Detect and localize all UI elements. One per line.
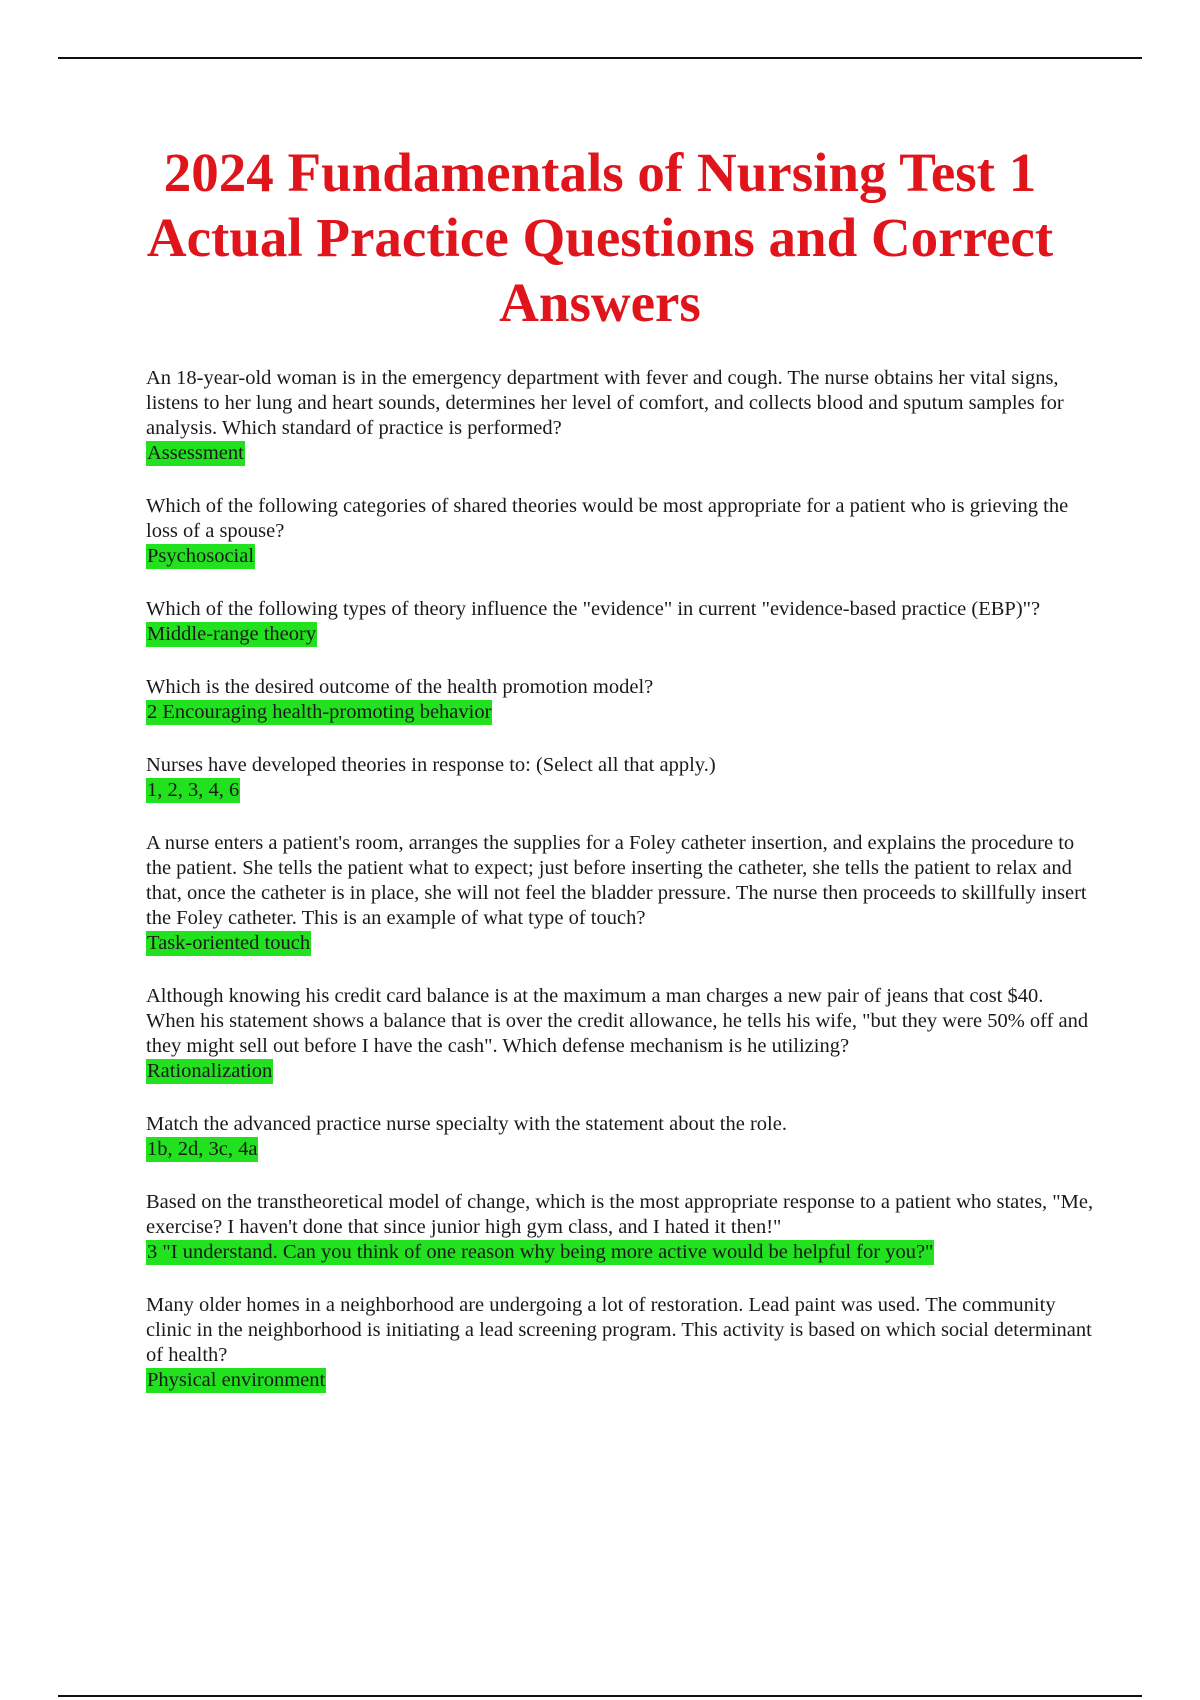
qa-item-6 <box>146 831 1096 956</box>
answer-5: 1, 2, 3, 4, 6 <box>147 779 240 801</box>
question-6: A nurse enters a patient's room, arranges the supplies for a Foley catheter insertion, and explains the procedure to the patient. She tells the patient what to expect; just before inserting the catheter, she tells the patient to relax and that, once the catheter is in place, she will not feel the bladder pressure. The nurse then proceeds to skillfully insert the Foley catheter. This is an example of what type of touch? <box>146 832 1087 929</box>
answer-10: Physical environment <box>147 1369 326 1391</box>
question-5: Nurses have developed theories in response to: (Select all that apply.) <box>146 754 716 776</box>
question-2: Which of the following categories of shared theories would be most appropriate for a patient who is grieving the loss of a spouse? <box>146 495 1069 542</box>
question-3: Which of the following types of theory influence the "evidence" in current "evidence-based practice (EBP)"? <box>146 598 1041 620</box>
qa-list <box>146 366 1096 1421</box>
answer-1: Assessment <box>147 442 244 464</box>
top-rule <box>58 57 1142 59</box>
document-title: 2024 Fundamentals of Nursing Test 1 Actual Practice Questions and Correct Answers <box>146 142 1054 333</box>
answer-3: Middle-range theory <box>147 623 317 645</box>
qa-item-7 <box>146 984 1096 1084</box>
question-4: Which is the desired outcome of the health promotion model? <box>146 676 654 698</box>
answer-7: Rationalization <box>147 1060 273 1082</box>
qa-item-10 <box>146 1293 1096 1393</box>
qa-item-2 <box>146 494 1096 569</box>
answer-2: Psychosocial <box>147 545 255 567</box>
question-7: Although knowing his credit card balance is at the maximum a man charges a new pair of jeans that cost $40. When his statement shows a balance that is over the credit allowance, he tells his wife, "but they were 50% off and they might sell out before I have the cash". Which defense mechanism is he utilizing? <box>146 985 1089 1057</box>
qa-item-1 <box>146 366 1096 466</box>
answer-8: 1b, 2d, 3c, 4a <box>147 1138 258 1160</box>
question-1: An 18-year-old woman is in the emergency department with fever and cough. The nurse obtains her vital signs, listens to her lung and heart sounds, determines her level of comfort, and collects blood and sputum samples for analysis. Which standard of practice is performed? <box>146 367 1064 439</box>
answer-9: 3 "I understand. Can you think of one reason why being more active would be helpful for you?" <box>147 1241 934 1263</box>
qa-item-5 <box>146 753 1096 803</box>
qa-item-8 <box>146 1112 1096 1162</box>
answer-6: Task-oriented touch <box>147 932 311 954</box>
qa-item-9 <box>146 1190 1096 1265</box>
answer-4: 2 Encouraging health-promoting behavior <box>147 701 492 723</box>
question-10: Many older homes in a neighborhood are undergoing a lot of restoration. Lead paint was used. The community clinic in the neighborhood is initiating a lead screening program. This activity is based on which social determinant of health? <box>146 1294 1092 1366</box>
question-8: Match the advanced practice nurse specialty with the statement about the role. <box>146 1113 787 1135</box>
qa-item-4 <box>146 675 1096 725</box>
question-9: Based on the transtheoretical model of change, which is the most appropriate response to a patient who states, "Me, exercise? I haven't done that since junior high gym class, and I hated it then!" <box>146 1191 1094 1238</box>
qa-item-3 <box>146 597 1096 647</box>
bottom-rule <box>58 1695 1142 1697</box>
